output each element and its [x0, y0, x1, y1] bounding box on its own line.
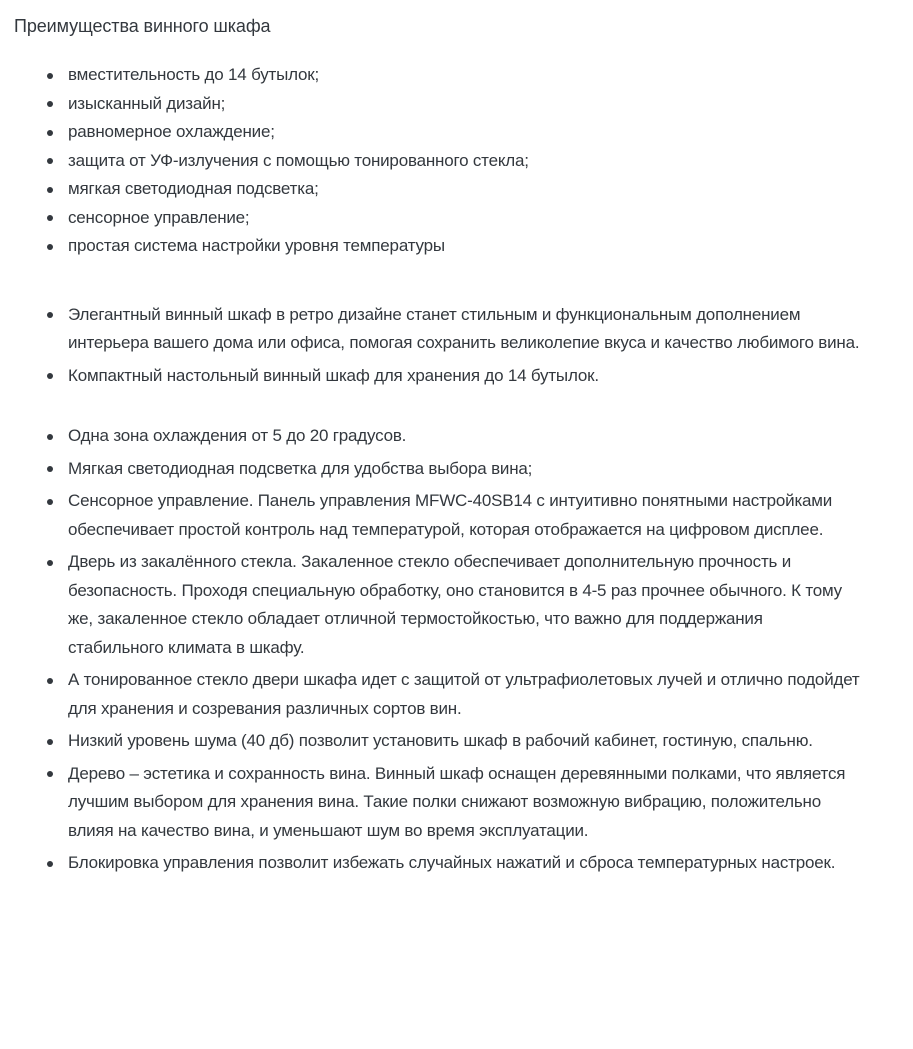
- list-item: [68, 118, 860, 147]
- list-item-text: равномерное охлаждение;: [68, 122, 275, 141]
- list-item-text: А тонированное стекло двери шкафа идет с защитой от ультрафиолетовых лучей и отлично подойдет для хранения и созревания различных сортов вин.: [68, 670, 860, 718]
- list-item-text: Сенсорное управление. Панель управления MFWC-40SB14 с интуитивно понятными настройками обеспечивает простой контроль над температурой, которая отображается на цифровом дисплее.: [68, 491, 833, 539]
- bullet-icon: [47, 861, 53, 867]
- list-item-text: Низкий уровень шума (40 дб) позволит установить шкаф в рабочий кабинет, гостиную, спальню.: [68, 731, 813, 750]
- list-item-text: Дерево – эстетика и сохранность вина. Винный шкаф оснащен деревянными полками, что является лучшим выбором для хранения вина. Такие полки снижают возможную вибрацию, положительно влияя на качество вина, и уменьшают шум во время эксплуатации.: [68, 763, 846, 840]
- list-item-text: Компактный настольный винный шкаф для хранения до 14 бутылок.: [68, 365, 599, 385]
- list-item: [68, 666, 860, 723]
- list-item-text: изысканный дизайн;: [68, 93, 226, 113]
- list-item-text: Дверь из закалённого стекла. Закаленное стекло обеспечивает дополнительную прочность и безопасность. Проходя специальную обработку, оно становится в 4-5 раз прочнее обычного. К тому же, закаленное стекло обладает отличной термостойкостью, что важно для поддержания стабильного климата в шкафу.: [68, 552, 842, 657]
- features-list: [14, 61, 860, 261]
- list-item: [68, 455, 860, 484]
- list-item: [68, 90, 860, 119]
- list-item-text: простая система настройки уровня температуры: [68, 236, 445, 255]
- page-title: Преимущества винного шкафа: [14, 16, 271, 36]
- list-item: [68, 487, 860, 544]
- details-list: [14, 422, 860, 878]
- bullet-icon: [47, 130, 53, 136]
- bullet-icon: [47, 73, 53, 79]
- list-item-text: Мягкая светодиодная подсветка для удобства выбора вина;: [68, 458, 533, 478]
- bullet-icon: [47, 187, 53, 193]
- bullet-icon: [47, 434, 53, 440]
- bullet-icon: [47, 466, 53, 472]
- list-item: [68, 548, 860, 662]
- bullet-icon: [47, 312, 53, 318]
- list-item: [68, 204, 860, 233]
- bullet-icon: [47, 101, 53, 107]
- list-item: [68, 849, 860, 878]
- bullet-icon: [47, 373, 53, 379]
- list-item-text: Одна зона охлаждения от 5 до 20 градусов.: [68, 426, 407, 445]
- list-item: [68, 362, 860, 391]
- list-item-text: мягкая светодиодная подсветка;: [68, 179, 319, 198]
- list-item-text: Блокировка управления позволит избежать случайных нажатий и сброса температурных настроек.: [68, 853, 836, 872]
- list-item: [68, 175, 860, 204]
- bullet-icon: [47, 158, 53, 164]
- list-item: [68, 301, 860, 358]
- list-item-text: защита от УФ-излучения с помощью тонированного стекла;: [68, 150, 529, 170]
- list-item-text: сенсорное управление;: [68, 207, 250, 227]
- bullet-icon: [47, 771, 53, 777]
- list-item: [68, 727, 860, 756]
- bullet-icon: [47, 244, 53, 250]
- bullet-icon: [47, 215, 53, 221]
- list-item-text: вместительность до 14 бутылок;: [68, 65, 320, 84]
- bullet-icon: [47, 499, 53, 505]
- list-item: [68, 422, 860, 451]
- bullet-icon: [47, 560, 53, 566]
- description-list: [14, 301, 860, 391]
- list-item: [68, 147, 860, 176]
- list-item-text: Элегантный винный шкаф в ретро дизайне станет стильным и функциональным дополнением интерьера вашего дома или офиса, помогая сохранить великолепие вкуса и качество любимого вина.: [68, 304, 860, 352]
- list-item: [68, 61, 860, 90]
- bullet-icon: [47, 739, 53, 745]
- bullet-icon: [47, 678, 53, 684]
- list-item: [68, 232, 860, 261]
- list-item: [68, 760, 860, 846]
